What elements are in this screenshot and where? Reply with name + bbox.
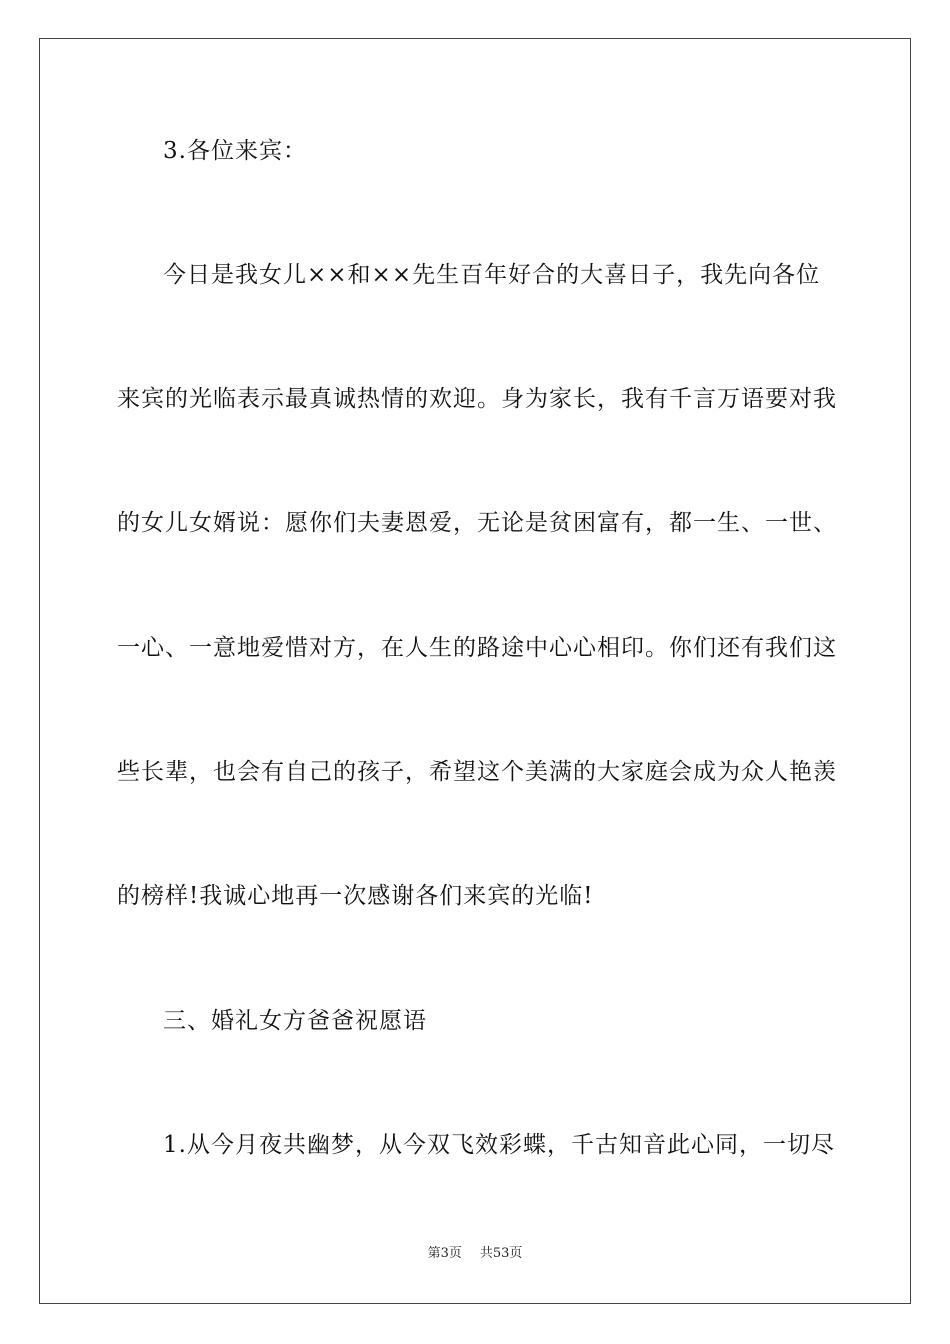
- paragraph-line: 的榜样!我诚心地再一次感谢各们来宾的光临!: [117, 883, 594, 909]
- paragraph-line: 1.从今月夜共幽梦，从今双飞效彩蝶，千古知音此心同，一切尽: [163, 1132, 835, 1158]
- paragraph-line: 些长辈，也会有自己的孩子，希望这个美满的大家庭会成为众人艳羡: [117, 759, 837, 785]
- paragraph-line: 来宾的光临表示最真诚热情的欢迎。身为家长，我有千言万语要对我: [117, 386, 837, 412]
- page-total: 共53页: [479, 1246, 523, 1261]
- paragraph-line: 的女儿女婿说：愿你们夫妻恩爱，无论是贫困富有，都一生、一世、: [117, 510, 837, 536]
- page-border: [39, 38, 911, 1304]
- section-heading: 三、婚礼女方爸爸祝愿语: [163, 1008, 427, 1034]
- paragraph-line: 今日是我女儿××和××先生百年好合的大喜日子，我先向各位: [163, 262, 821, 288]
- paragraph-line: 一心、一意地爱惜对方，在人生的路途中心心相印。你们还有我们这: [117, 635, 837, 661]
- page-number: 第3页: [427, 1246, 462, 1261]
- paragraph-heading: 3.各位来宾：: [163, 138, 307, 164]
- page-footer: [0, 1245, 950, 1263]
